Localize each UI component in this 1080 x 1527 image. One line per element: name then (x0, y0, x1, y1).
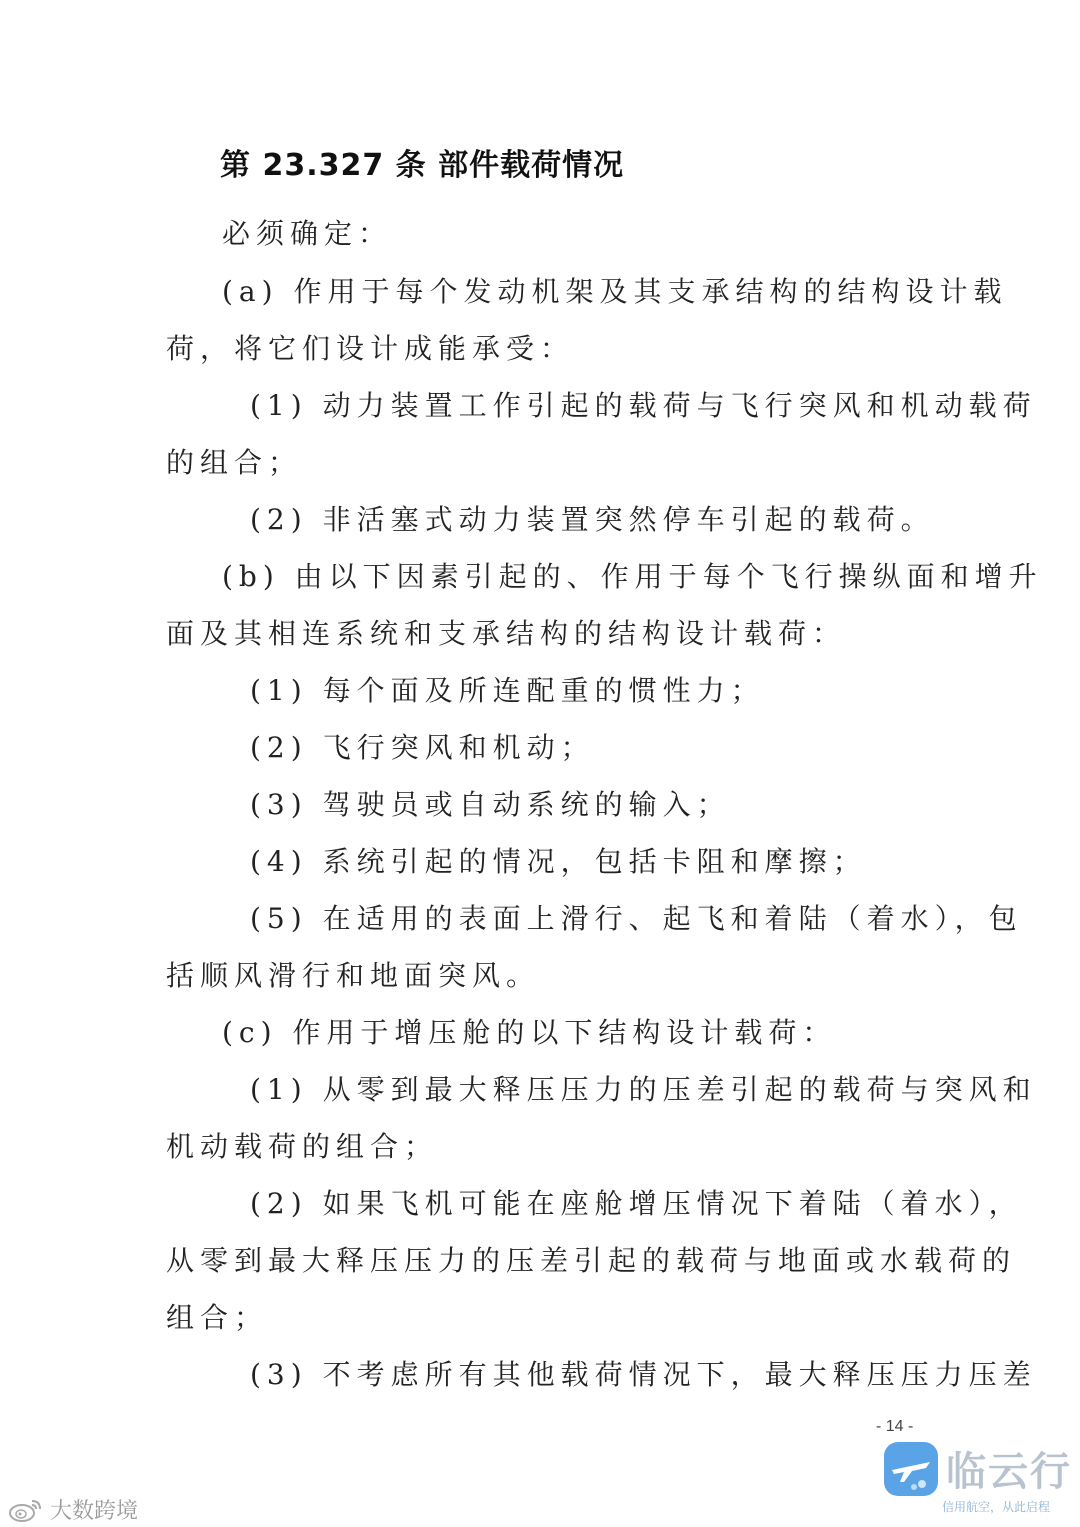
body-line: (a) 作用于每个发动机架及其支承结构的结构设计载 (222, 275, 1008, 308)
body-line: (b) 由以下因素引起的、作用于每个飞行操纵面和增升 (222, 560, 1043, 593)
body-line: (c) 作用于增压舱的以下结构设计载荷： (222, 1016, 837, 1049)
body-line: 面及其相连系统和支承结构的结构设计载荷： (166, 617, 847, 650)
weibo-icon (8, 1497, 44, 1523)
body-line: 的组合； (166, 446, 303, 479)
watermark-brand: 临云行 (946, 1449, 1072, 1495)
body-line: 机动载荷的组合； (166, 1130, 439, 1163)
body-line: (2) 如果飞机可能在座舱增压情况下着陆（着水）， (250, 1187, 1023, 1220)
body-line: 括顺风滑行和地面突风。 (166, 959, 541, 992)
body-line: (1) 每个面及所连配重的惯性力； (250, 674, 765, 707)
body-line: 组合； (166, 1301, 269, 1334)
body-line: (2) 飞行突风和机动； (250, 731, 595, 764)
plane-logo-icon (882, 1440, 940, 1498)
page-number: - 14 - (876, 1418, 914, 1435)
section-title: 第 23.327 条 部件载荷情况 (220, 148, 625, 183)
body-line: 必须确定： (222, 217, 393, 250)
body-line: (4) 系统引起的情况，包括卡阻和摩擦； (250, 845, 867, 878)
body-line: (2) 非活塞式动力装置突然停车引起的载荷。 (250, 503, 935, 536)
body-line: (1) 从零到最大释压压力的压差引起的载荷与突风和 (250, 1073, 1037, 1106)
body-line: (3) 驾驶员或自动系统的输入； (250, 788, 731, 821)
body-line: (3) 不考虑所有其他载荷情况下，最大释压压力压差 (250, 1358, 1037, 1391)
watermark-slogan: 信用航空，从此启程 (942, 1500, 1051, 1514)
body-line: (5) 在适用的表面上滑行、起飞和着陆（着水），包 (250, 902, 1023, 935)
watermark-left-text: 大数跨境 (50, 1499, 139, 1524)
body-line: 荷，将它们设计成能承受： (166, 332, 575, 365)
body-line: (1) 动力装置工作引起的载荷与飞行突风和机动载荷 (250, 389, 1037, 422)
body-line: 从零到最大释压压力的压差引起的载荷与地面或水载荷的 (166, 1244, 1017, 1277)
watermark-left (8, 1494, 138, 1525)
watermark-right (882, 1432, 1072, 1522)
